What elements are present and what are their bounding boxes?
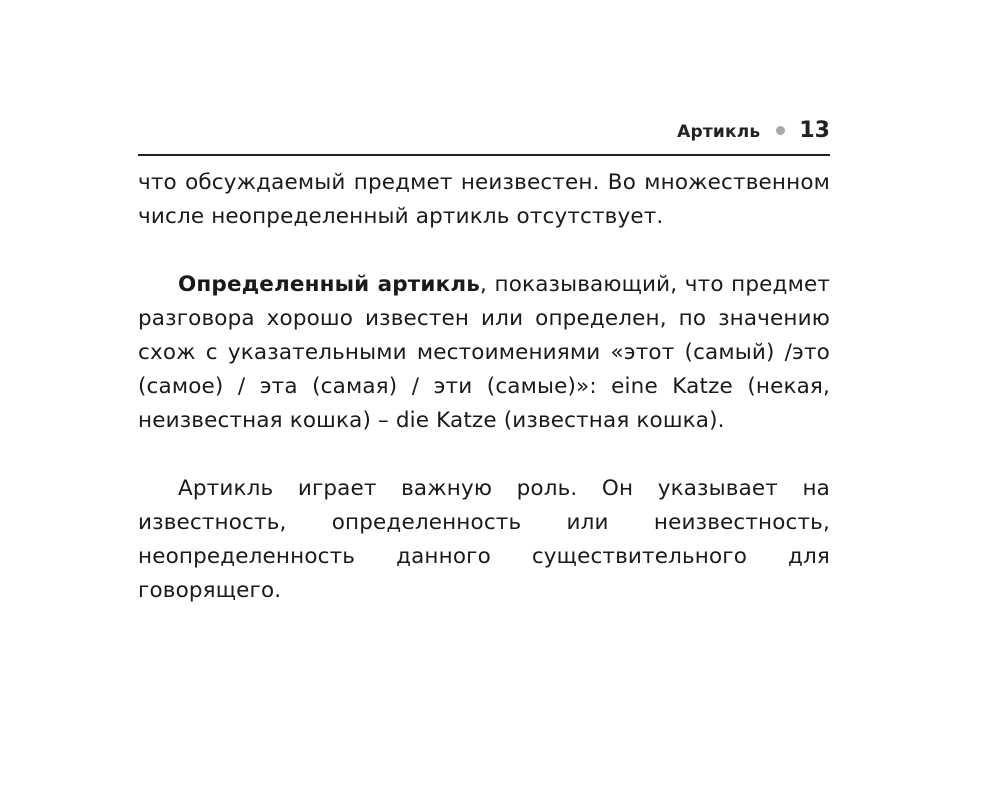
paragraph-definite-article	[138, 268, 830, 438]
paragraph-text: , показывающий, что предмет разговора хорошо известен или определен, по значению схож с указательными местоимениями «этот (самый) /это (самое) / эта (самая) / эти (самые)»: eine Katze (некая, неизвестная кошка) – die Katze (известная кошка).	[138, 272, 830, 433]
paragraph-article-role	[138, 472, 830, 608]
paragraph-text: Артикль играет важную роль. Он указывает на известность, определенность или неизвестность, неопределенность данного существительного для говорящего.	[138, 476, 830, 603]
paragraph-continuation	[138, 166, 830, 234]
running-header	[138, 118, 830, 156]
paragraph-text: что обсуждаемый предмет неизвестен. Во множественном числе неопределенный артикль отсутствует.	[138, 170, 830, 229]
page-number: 13	[799, 118, 830, 143]
book-page	[138, 118, 830, 608]
bullet-dot-icon	[776, 126, 785, 135]
bold-term: Определенный артикль	[178, 272, 481, 297]
body-text	[138, 166, 830, 608]
section-title: Артикль	[677, 122, 761, 142]
